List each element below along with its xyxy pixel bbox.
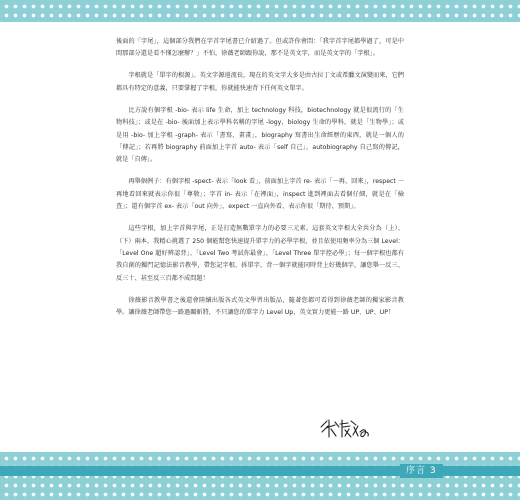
paragraph: 後面的「字尾」，這個部分我們在字首字尾書已介紹過了。但或許你會問：「我字首字尾都學過了，可是中間那部分還是看不懂怎麼辦？」不怕，徐薇老師跟你說，那不是英文字，而是英文字的「字根」。: [116, 38, 404, 58]
paragraph: 字根就是「單字的根源」。英文字源遠流長，現在的英文字大多是由古拉丁文或希臘文演變而來，它們都具有特定的意義，只要掌握了字根，你就能快速背下任何英文單字。: [116, 72, 404, 92]
preface-body: [116, 36, 404, 329]
paragraph: 比方說有個字根 -bio- 表示 life 生命，加上 technology 科技，biotechnology 就是很流行的「生物科技」；或是在 -bio- 後面加上表示學科名稱的字尾 -logy，biology 生命的學科，就是「生物學」；或是用 -bio- 加上字根 -graph- 表示「書寫、畫畫」，biography 寫書出生命經歷的東西，就是一個人的「傳記」；若再將 biography 前面加上字首 auto- 表示「self 自己」，autobiography 自己寫的傳記，就是「自傳」。: [116, 106, 404, 164]
paragraph: 徐薇影音教學書之後還會陸續出版各式英文學習出版品，隨著您都可看得到徐薇老師的獨家影音教學。讓徐薇老師帶您一路過關斬將，不只讓您的單字力 Level Up，英文實力更能一路 UP、UP、UP！: [116, 296, 404, 317]
top-dotted-band: [0, 0, 520, 22]
handwritten-signature: [318, 413, 384, 441]
page-number: 3: [429, 466, 437, 476]
page-footer-label: [400, 464, 443, 478]
paragraph: 這些字根，加上字首與字尾，正是打造無數單字力的必要三元素。這套英文字根大全共分為（上）、（下）兩本，我精心挑選了 250 個能幫您快速提升單字力的必學字根，並且依使用頻率分為三個 Level：「Level One 超好辨認背」、「Level Two 考試你最會」、「Level Three 單字控必學」；每一個字根也都有我自創的獨門記憶法影音教學，帶您記字根、拆單字，背一個字就能同時背上好幾個字，讓您舉一反三、反三十、甚至反三百都不成問題！: [116, 225, 404, 282]
paragraph: 再舉個例子：有個字根 -spect- 表示「look 看」，前面加上字首 re- 表示「一再、回來」，respect 一再地看回來就表示你很「尊敬」；字首 in- 表示「在裡面」，inspect 進到裡面去看個仔細，就是在「檢查」；還有個字首 ex- 表示「out 向外」，expect 一直向外看，表示你很「期待、預期」。: [116, 178, 404, 211]
section-name: 序言: [406, 466, 427, 476]
